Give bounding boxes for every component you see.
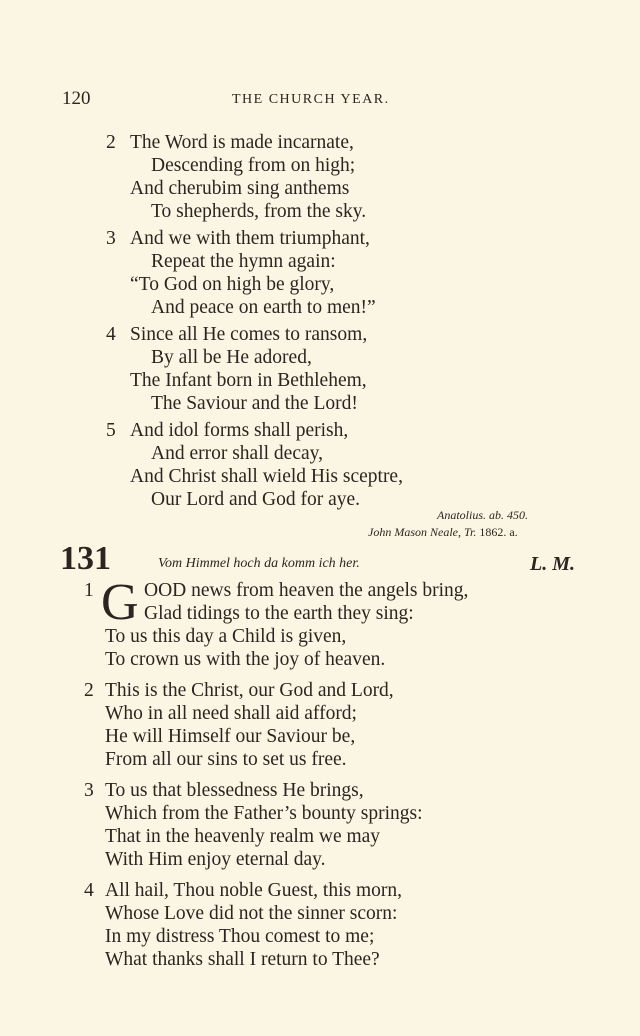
verse-line: And Christ shall wield His sceptre, (130, 466, 403, 487)
verse-line: From all our sins to set us free. (105, 749, 347, 770)
translator-attribution (368, 525, 518, 540)
stanza-number: 5 (106, 420, 116, 441)
verse-line: “To God on high be glory, (130, 274, 335, 295)
running-title: THE CHURCH YEAR. (232, 92, 390, 107)
translator-date: 1862. a. (479, 525, 518, 539)
author-attribution (437, 508, 528, 523)
verse-line: This is the Christ, our God and Lord, (105, 680, 394, 701)
author-name: Anatolius. (437, 508, 487, 522)
verse-line: Who in all need shall aid afford; (105, 703, 357, 724)
verse-line: The Saviour and the Lord! (151, 393, 358, 414)
verse-line: Since all He comes to ransom, (130, 324, 368, 345)
verse-line: All hail, Thou noble Guest, this morn, (105, 880, 402, 901)
verse-line: With Him enjoy eternal day. (105, 849, 326, 870)
verse-line: And idol forms shall perish, (130, 420, 349, 441)
verse-line: The Word is made incarnate, (130, 132, 354, 153)
verse-line: By all be He adored, (151, 347, 312, 368)
verse-line: And error shall decay, (151, 443, 323, 464)
verse-line: Glad tidings to the earth they sing: (144, 603, 414, 624)
verse-line: And peace on earth to men!” (151, 297, 376, 318)
verse-line: Whose Love did not the sinner scorn: (105, 903, 398, 924)
stanza-number: 3 (106, 228, 116, 249)
page-number: 120 (62, 88, 91, 109)
verse-line: That in the heavenly realm we may (105, 826, 381, 847)
verse-line: What thanks shall I return to Thee? (105, 949, 380, 970)
verse-line: To shepherds, from the sky. (151, 201, 367, 222)
verse-line: And cherubim sing anthems (130, 178, 350, 199)
author-date: ab. 450. (489, 508, 529, 522)
verse-line: Our Lord and God for aye. (151, 489, 361, 510)
translator-name: John Mason Neale, Tr. (368, 525, 477, 539)
stanza-number: 1 (84, 580, 94, 601)
hymn-number: 131 (60, 540, 111, 577)
verse-line: To us that blessedness He brings, (105, 780, 364, 801)
verse-line: Repeat the hymn again: (151, 251, 336, 272)
verse-line: Descending from on high; (151, 155, 356, 176)
stanza-number: 2 (84, 680, 94, 701)
tune-name: Vom Himmel hoch da komm ich her. (158, 556, 360, 571)
meter: L. M. (530, 553, 575, 575)
stanza-number: 3 (84, 780, 94, 801)
verse-line: OOD news from heaven the angels bring, (144, 580, 469, 601)
stanza-number: 4 (106, 324, 116, 345)
verse-line: And we with them triumphant, (130, 228, 370, 249)
drop-cap: G (101, 574, 139, 631)
verse-line: To crown us with the joy of heaven. (105, 649, 386, 670)
verse-line: Which from the Father’s bounty springs: (105, 803, 423, 824)
stanza-number: 2 (106, 132, 116, 153)
verse-line: To us this day a Child is given, (105, 626, 347, 647)
verse-line: He will Himself our Saviour be, (105, 726, 356, 747)
verse-line: In my distress Thou comest to me; (105, 926, 375, 947)
stanza-number: 4 (84, 880, 94, 901)
verse-line: The Infant born in Bethlehem, (130, 370, 367, 391)
